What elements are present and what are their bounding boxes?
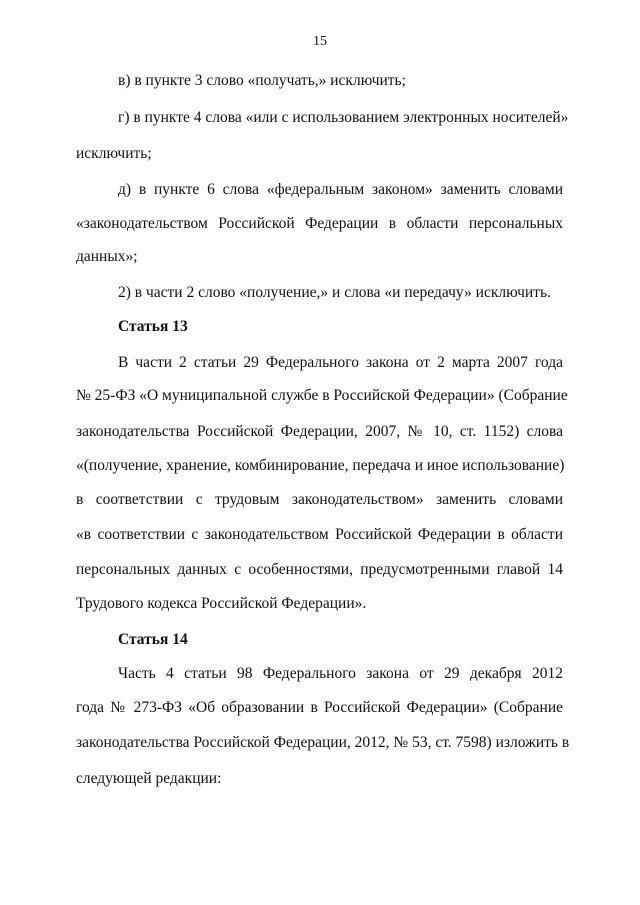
- text-line: В части 2 статьи 29 Федерального закона от 2 марта 2007 года: [118, 354, 563, 371]
- text-line: 2) в части 2 слово «получение,» и слова «и передачу» исключить.: [118, 284, 551, 301]
- text-line: законодательства Российской Федерации, 2007, № 10, ст. 1152) слова: [76, 423, 563, 440]
- text-line: года № 273-ФЗ «Об образовании в Российской Федерации» (Собрание: [76, 699, 563, 716]
- text-line: данных»;: [76, 248, 138, 265]
- text-line: Часть 4 статьи 98 Федерального закона от 29 декабря 2012: [118, 665, 563, 682]
- text-line: д) в пункте 6 слова «федеральным законом» заменить словами: [118, 181, 563, 198]
- text-line: «законодательством Российской Федерации в области персональных: [76, 215, 563, 232]
- article-heading: Статья 14: [118, 631, 188, 648]
- text-line: в) в пункте 3 слово «получать,» исключить;: [118, 72, 406, 89]
- text-line: исключить;: [76, 145, 152, 162]
- text-line: законодательства Российской Федерации, 2012, № 53, ст. 7598) изложить в: [76, 734, 570, 751]
- text-line: персональных данных с особенностями, предусмотренными главой 14: [76, 561, 563, 578]
- text-line: следующей редакции:: [76, 770, 222, 787]
- article-heading: Статья 13: [118, 318, 188, 335]
- text-line: Трудового кодекса Российской Федерации».: [76, 595, 367, 612]
- text-line: «(получение, хранение, комбинирование, передача и иное использование): [76, 457, 565, 474]
- text-line: № 25-ФЗ «О муниципальной службе в Российской Федерации» (Собрание: [76, 387, 568, 404]
- page-number: 15: [313, 34, 327, 49]
- text-line: в соответствии с трудовым законодательством» заменить словами: [76, 491, 563, 508]
- text-line: «в соответствии с законодательством Российской Федерации в области: [76, 526, 563, 543]
- text-line: г) в пункте 4 слова «или с использованием электронных носителей»: [118, 109, 569, 126]
